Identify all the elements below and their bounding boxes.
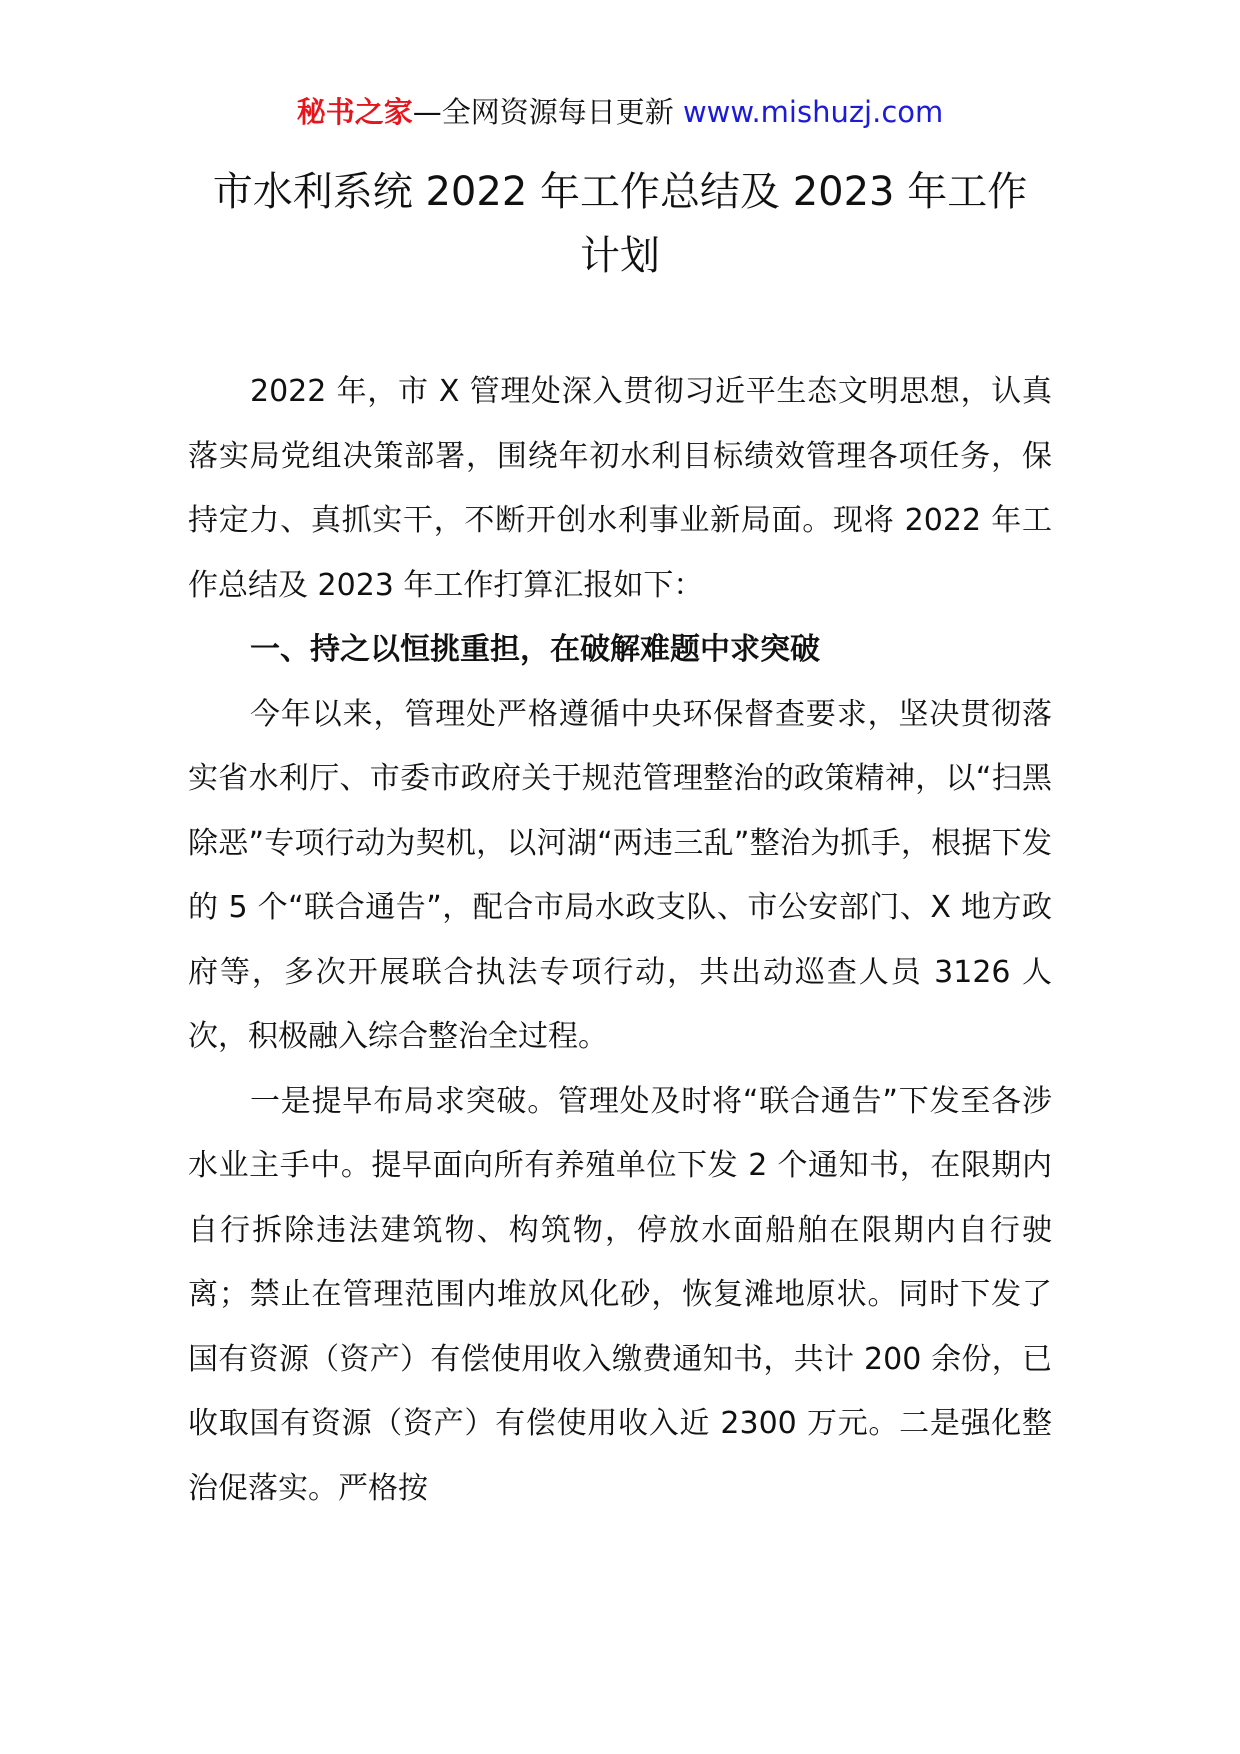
title-line-1: 市水利系统 2022 年工作总结及 2023 年工作: [212, 169, 1028, 215]
intro-paragraph: 2022 年，市 X 管理处深入贯彻习近平生态文明思想，认真落实局党组决策部署，围绕年初水利目标绩效管理各项任务，保持定力、真抓实干，不断开创水利事业新局面。现将 2022 年工作总结及 2023 年工作打算汇报如下：: [188, 374, 1052, 603]
site-url-link[interactable]: www.mishuzj.com: [682, 95, 944, 129]
section-paragraph: 今年以来，管理处严格遵循中央环保督查要求，坚决贯彻落实省水利厅、市委市政府关于规范管理整治的政策精神，以“扫黑除恶”专项行动为契机，以河湖“两违三乱”整治为抓手，根据下发的 5 个“联合通告”，配合市局水政支队、市公安部门、X 地方政府等，多次开展联合执法专项行动，共出动巡查人员 3126 人次，积极融入综合整治全过程。: [188, 696, 1052, 1054]
document-body: [188, 360, 1052, 1521]
section-paragraph: 一是提早布局求突破。管理处及时将“联合通告”下发至各涉水业主手中。提早面向所有养殖单位下发 2 个通知书，在限期内自行拆除违法建筑物、构筑物，停放水面船舶在限期内自行驶离；禁止在管理范围内堆放风化砂，恢复滩地原状。同时下发了国有资源（资产）有偿使用收入缴费通知书，共计 200 余份，已收取国有资源（资产）有偿使用收入近 2300 万元。二是强化整治促落实。严格按: [188, 1083, 1052, 1506]
title-line-2: 计划: [580, 233, 660, 279]
brand-name: 秘书之家: [296, 95, 413, 129]
section-heading: 一、持之以恒挑重担，在破解难题中求突破: [250, 632, 820, 667]
header-tagline: —全网资源每日更新: [412, 95, 674, 129]
document-title: [150, 160, 1090, 288]
site-header: [0, 92, 1240, 132]
